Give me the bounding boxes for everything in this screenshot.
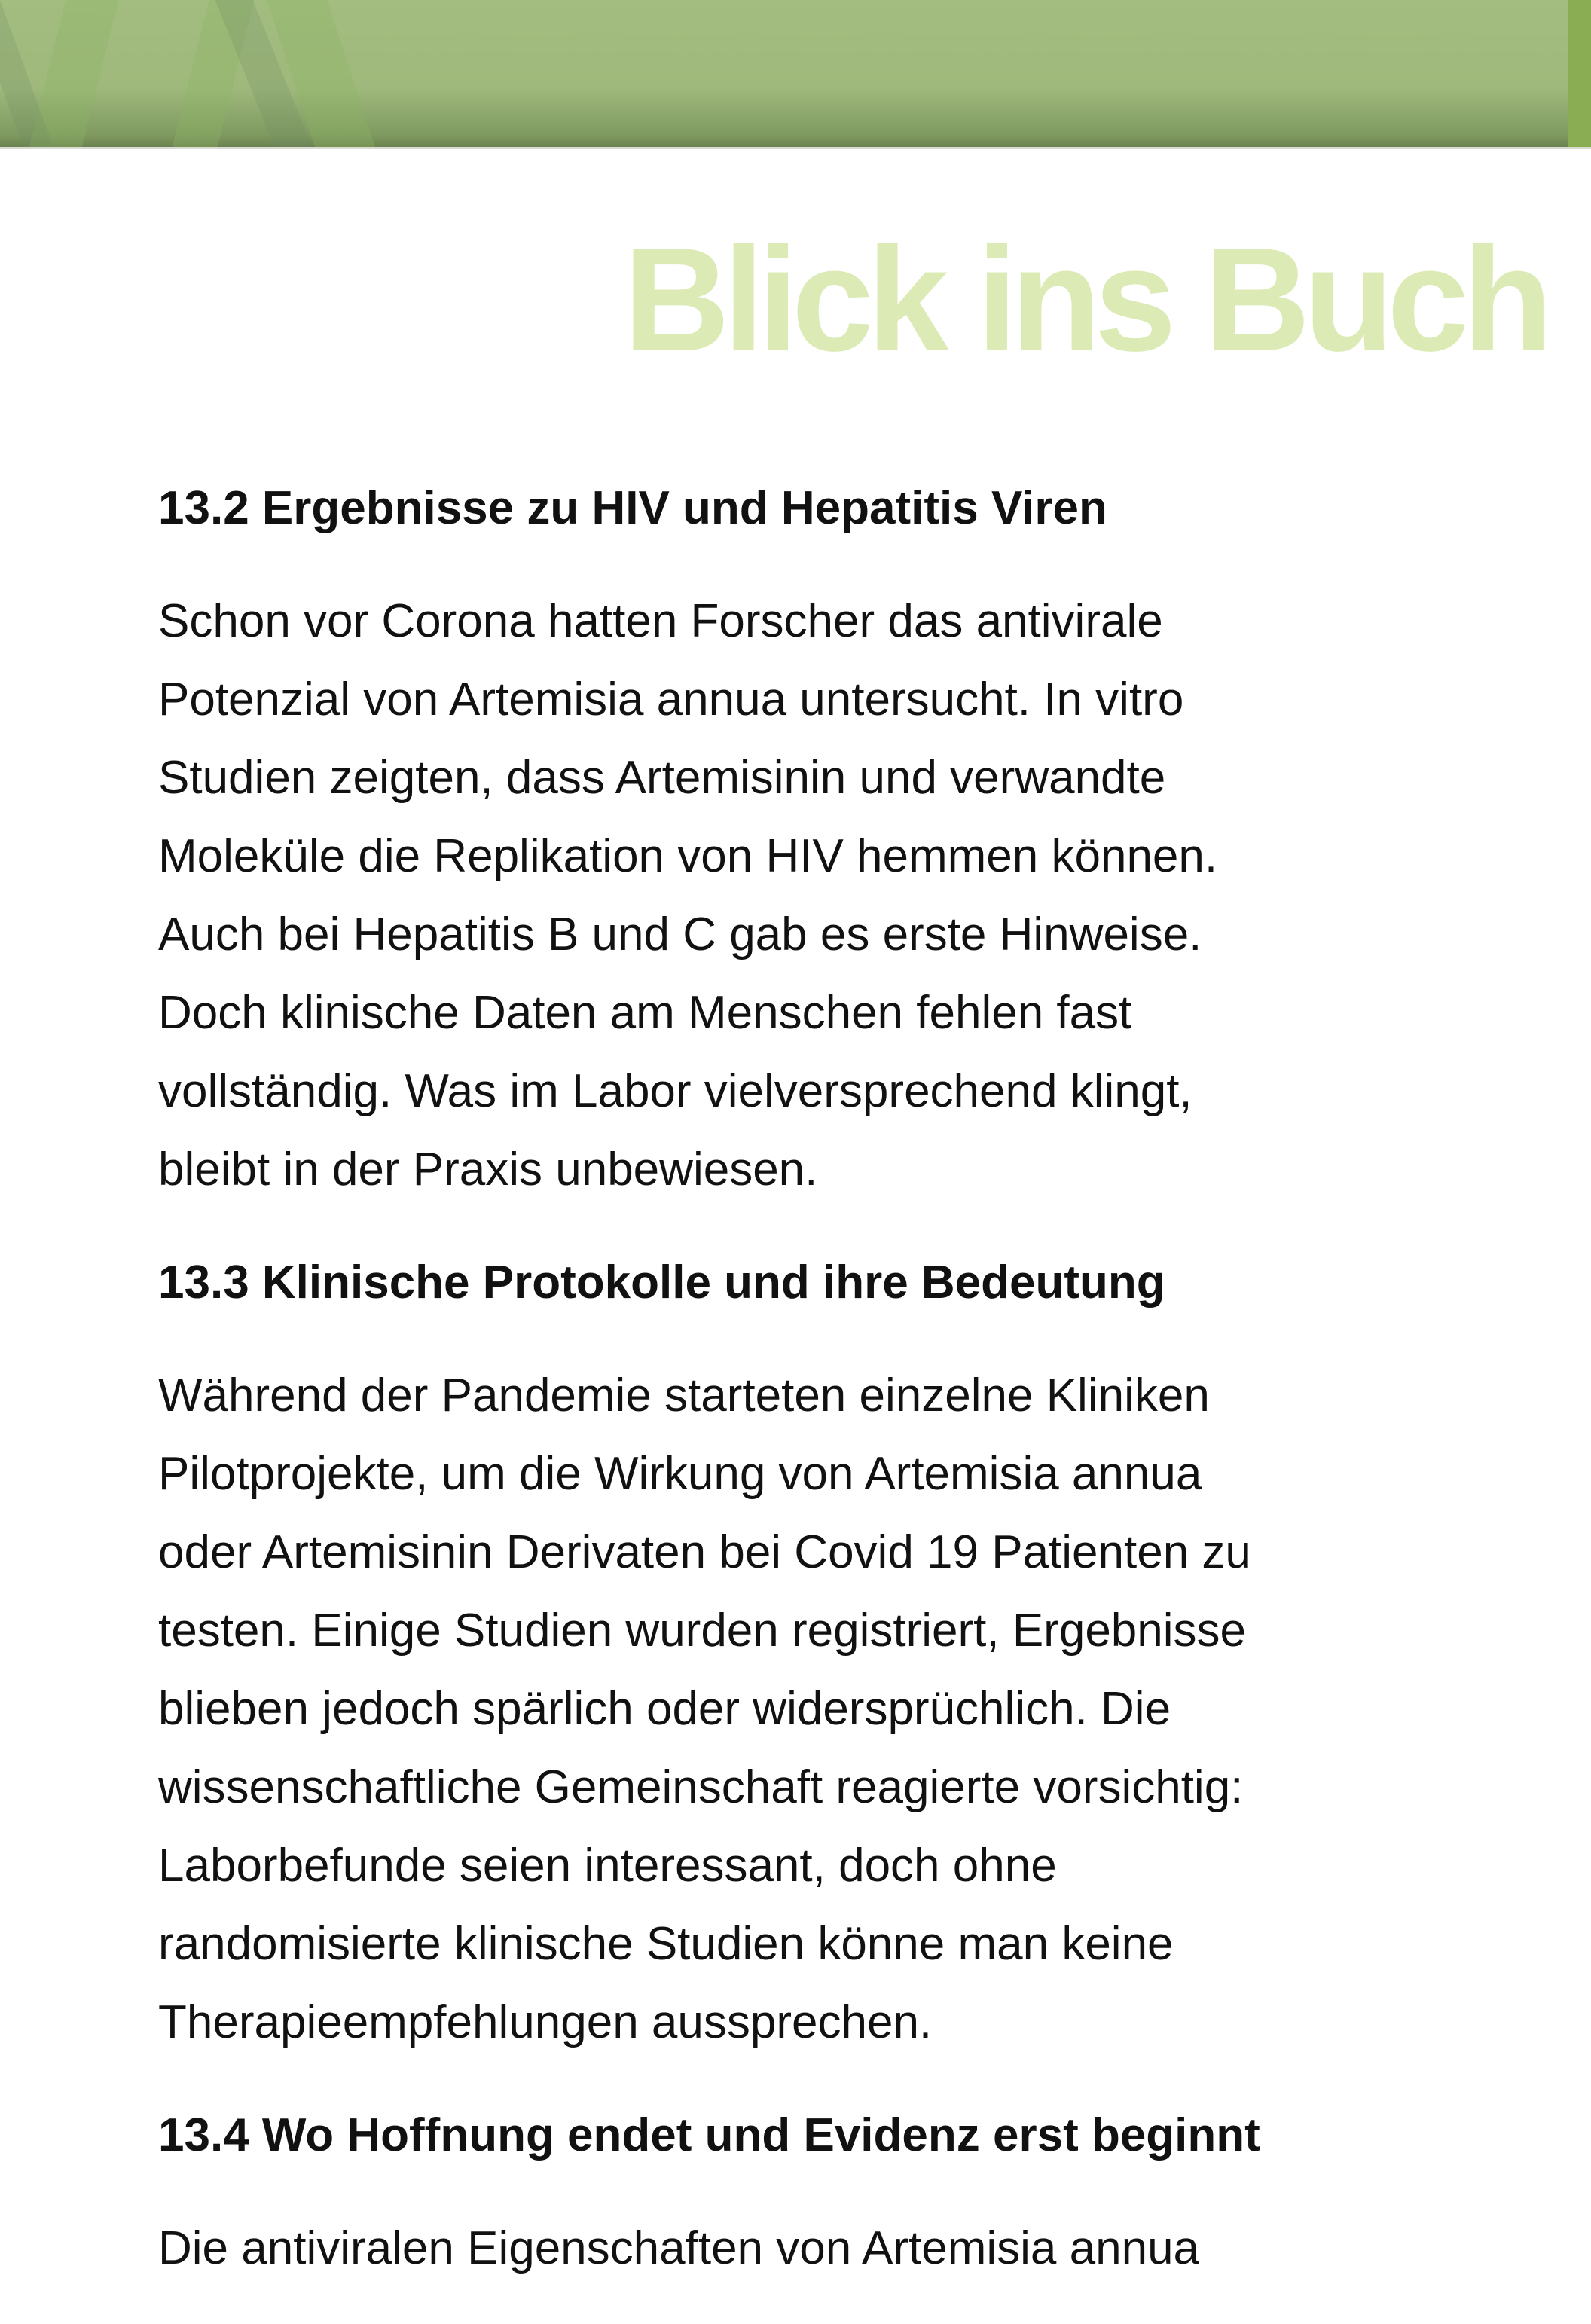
text-line: Während der Pandemie starteten einzelne Kliniken [158,1370,1210,1422]
text-line: wissenschaftliche Gemeinschaft reagierte vorsichtig: [158,1761,1244,1813]
section-paragraph [158,1357,1514,2062]
text-line: Doch klinische Daten am Menschen fehlen fast [158,987,1132,1039]
text-line: vollständig. Was im Labor vielversprechend klingt, [158,1065,1192,1117]
section-13-2 [158,471,1514,1209]
header-banner [0,0,1591,149]
section-paragraph [158,2209,1514,2288]
text-line: Laborbefunde seien interessant, doch ohne [158,1840,1057,1892]
text-line: Therapieempfehlungen aussprechen. [158,1996,933,2048]
section-paragraph [158,582,1514,1209]
text-line: testen. Einige Studien wurden registriert, Ergebnisse [158,1605,1247,1657]
banner-edge [1568,0,1591,147]
text-line: Schon vor Corona hatten Forscher das antivirale [158,595,1163,647]
text-line: Moleküle die Replikation von HIV hemmen können. [158,830,1218,882]
section-heading: 13.3 Klinische Protokolle und ihre Bedeutung [158,1257,1165,1309]
text-line: Die antiviralen Eigenschaften von Artemisia annua [158,2222,1200,2274]
section-13-3 [158,1245,1514,2062]
text-line: blieben jedoch spärlich oder widersprüchlich. Die [158,1683,1171,1735]
text-line: Auch bei Hepatitis B und C gab es erste Hinweise. [158,909,1202,960]
text-line: bleibt in der Praxis unbewiesen. [158,1144,818,1196]
text-line: randomisierte klinische Studien könne man keine [158,1918,1174,1970]
section-heading: 13.4 Wo Hoffnung endet und Evidenz erst beginnt [158,2109,1260,2161]
text-line: Pilotprojekte, um die Wirkung von Artemisia annua [158,1448,1202,1500]
page-title: Blick ins Buch [623,217,1546,382]
text-line: Studien zeigten, dass Artemisinin und verwandte [158,752,1166,804]
book-excerpt [158,471,1514,2324]
section-heading: 13.2 Ergebnisse zu HIV und Hepatitis Viren [158,482,1107,534]
text-line: oder Artemisinin Derivaten bei Covid 19 Patienten zu [158,1526,1251,1578]
text-line: Potenzial von Artemisia annua untersucht. In vitro [158,673,1184,725]
section-13-4 [158,2098,1514,2288]
